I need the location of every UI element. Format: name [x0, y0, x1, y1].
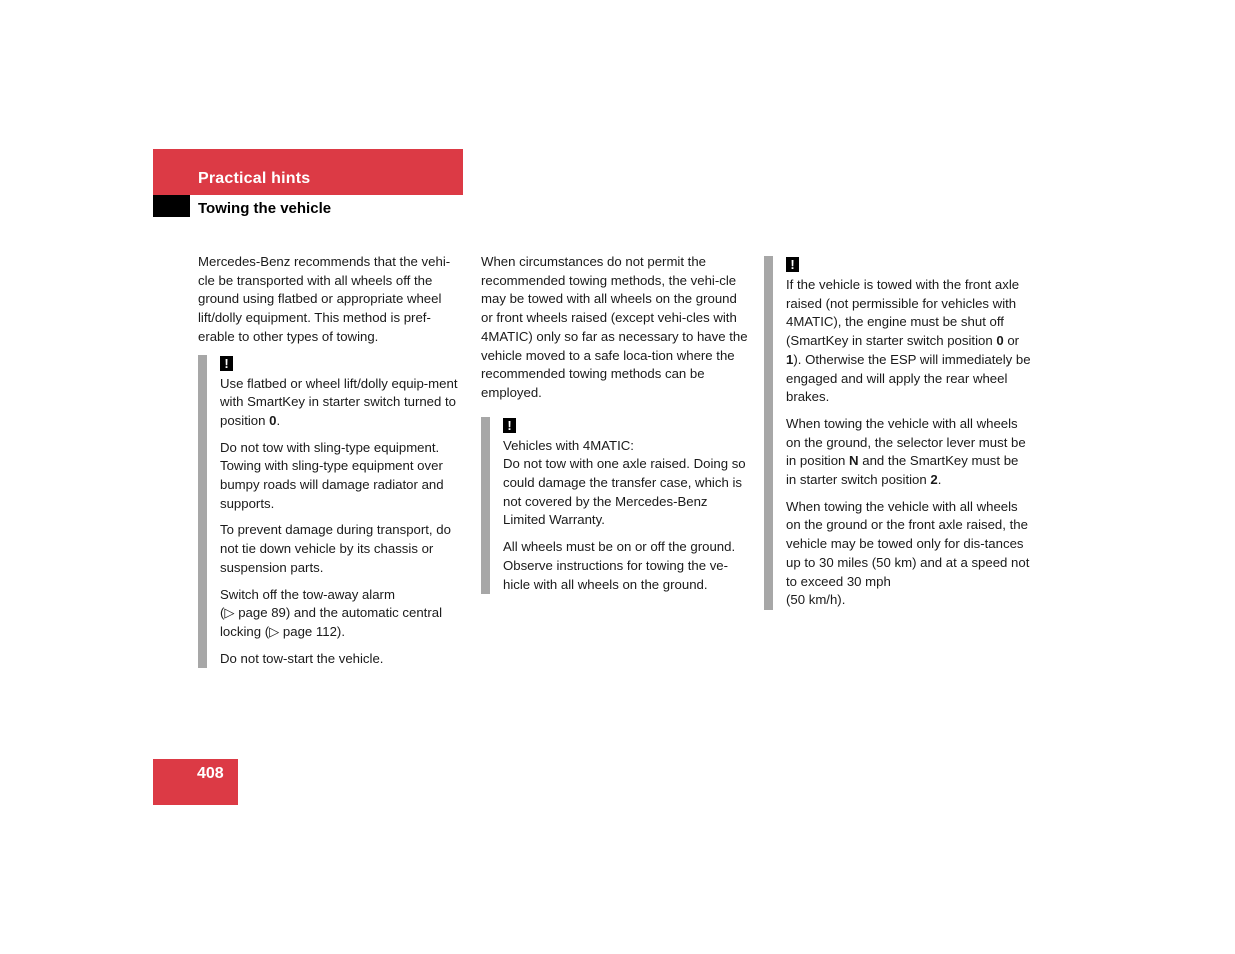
warning-paragraph: When towing the vehicle with all wheels on the ground or the front axle raised, the vehicle may be towed only for dis-tances up to 30 miles (50 km) and at a speed not to exceed 30 mph (50 km/h).	[786, 498, 1030, 608]
column-2	[481, 253, 749, 594]
warning-paragraph: Switch off the tow-away alarm (▷ page 89) and the automatic central locking (▷ page 112).	[220, 586, 443, 639]
warning-paragraph: All wheels must be on or off the ground. Observe instructions for towing the ve-hicle with all wheels on the ground.	[503, 539, 736, 592]
warning-box	[481, 417, 749, 595]
warning-paragraph: Vehicles with 4MATIC: Do not tow with one axle raised. Doing so could damage the transfer case, which is not covered by the Mercedes-Benz Limited Warranty.	[503, 437, 746, 528]
warning-paragraph: When towing the vehicle with all wheels on the ground, the selector lever must be in position N and the SmartKey must be in starter switch position 2.	[786, 415, 1026, 488]
subsection-title: Towing the vehicle	[198, 200, 332, 217]
warning-paragraph: Do not tow-start the vehicle.	[220, 650, 384, 666]
intro-paragraph: When circumstances do not permit the recommended towing methods, the vehi-cle may be towed with all wheels on the ground or front wheels raised (except vehi-cles with 4MATIC) only so far as necessary to have the vehicle moved to a safe loca-tion where the recommended towing methods can be employed.	[481, 254, 748, 400]
column-3	[764, 256, 1032, 610]
warning-paragraph: If the vehicle is towed with the front axle raised (not permissible for vehicles with 4MATIC), the engine must be shut off (SmartKey in starter switch position 0 or 1). Otherwise the ESP will immediately be engaged and will apply the rear wheel brakes.	[786, 277, 1031, 405]
warning-paragraph: To prevent damage during transport, do not tie down vehicle by its chassis or suspension parts.	[220, 522, 451, 575]
warning-paragraph: Do not tow with sling-type equipment. Towing with sling-type equipment over bumpy roads will damage radiator and supports.	[220, 439, 444, 511]
page-number: 408	[197, 765, 224, 782]
page-number-box	[153, 759, 238, 805]
warning-box	[198, 355, 466, 669]
section-header-bar	[153, 149, 463, 195]
subsection-marker	[153, 195, 190, 217]
intro-paragraph: Mercedes-Benz recommends that the vehi-cle be transported with all wheels off the ground using flatbed or appropriate wheel lift/dolly equipment. This method is pref-erable to other types of towing.	[198, 254, 451, 344]
warning-icon: !	[786, 257, 799, 272]
section-title: Practical hints	[198, 170, 311, 187]
warning-paragraph: Use flatbed or wheel lift/dolly equip-ment with SmartKey in starter switch turned to position 0.	[220, 375, 458, 428]
warning-box	[764, 256, 1032, 610]
warning-icon: !	[503, 418, 516, 433]
column-1	[198, 253, 466, 668]
warning-icon: !	[220, 356, 233, 371]
